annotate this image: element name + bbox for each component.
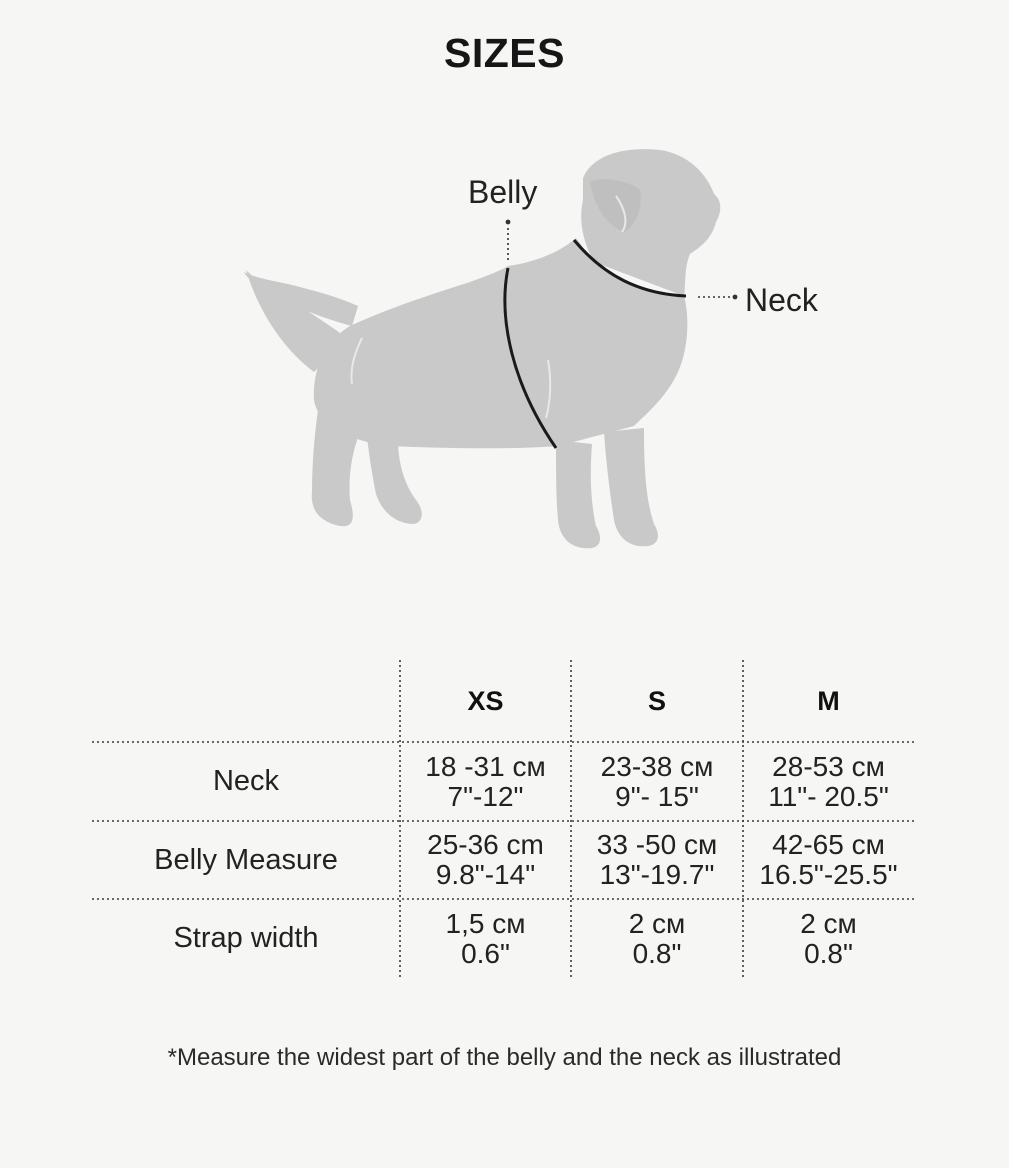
column-header-xs: XS bbox=[467, 685, 504, 716]
table-cell: 2 см 0.8" bbox=[628, 907, 686, 969]
table-cell: 18 -31 см 7"-12" bbox=[425, 750, 546, 812]
table-cell: 33 -50 см 13"-19.7" bbox=[596, 829, 718, 890]
measurement-footnote: *Measure the widest part of the belly and the neck as illustrated bbox=[167, 1044, 842, 1071]
table-cell: 1,5 см 0.6" bbox=[445, 907, 526, 969]
row-label-neck: Neck bbox=[212, 765, 280, 797]
table-cell: 2 см 0.8" bbox=[800, 907, 857, 969]
row-label-strap-width: Strap width bbox=[173, 922, 319, 954]
size-table bbox=[92, 660, 914, 978]
row-label-belly-measure: Belly Measure bbox=[154, 843, 338, 876]
column-header-s: S bbox=[647, 685, 666, 716]
neck-callout: Neck bbox=[745, 282, 818, 318]
table-cell: 25-36 cm 9.8"-14" bbox=[427, 829, 544, 890]
page-title: SIZES bbox=[444, 30, 565, 76]
belly-callout: Belly bbox=[468, 174, 538, 210]
table-cell: 28-53 см 11"- 20.5" bbox=[768, 750, 889, 812]
column-header-m: M bbox=[817, 685, 840, 716]
table-cell: 42-65 см 16.5"-25.5" bbox=[759, 829, 898, 890]
table-cell: 23-38 см 9"- 15" bbox=[600, 750, 714, 812]
